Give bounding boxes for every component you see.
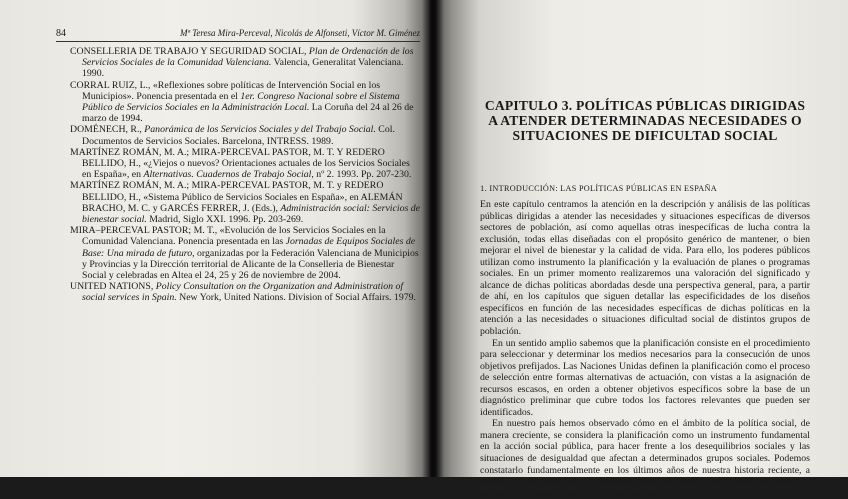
reference-entry [70,80,420,125]
reference-text: nº 2. 1993. Pp. 207-230. [313,169,412,181]
reference-text: UNITED NATIONS, [70,281,156,293]
reference-text: Madrid, Siglo XXI. 1996. Pp. 203-269. [146,214,304,226]
reference-entry [70,281,420,303]
chapter-title-line: A ATENDER DETERMINADAS NECESIDADES O [488,113,802,128]
reference-title: Plan de Ordenación de los Servicios Sociales de la Comunidad Valenciana. [82,46,414,69]
running-head [56,28,420,42]
reference-text: MIRA–PERCEVAL PASTOR; M. T., «Evolución de los Servicios Sociales en la Comunidad Valenciana. Ponencia presentada en las [70,225,386,248]
book-gutter-shadow [422,0,444,477]
left-page [0,0,430,477]
reference-text: CONSELLERIA DE TRABAJO Y SEGURIDAD SOCIAL, [70,46,309,57]
reference-entry [70,46,420,80]
reference-text: Col. Documentos de Servicios Sociales. Barcelona, INTRESS. 1989. [82,124,395,147]
reference-title: Panorámica de los Servicios Sociales y del Trabajo Social. [144,124,376,136]
reference-text: Valencia, Generalitat Valenciana. 1990. [82,57,404,80]
section-heading [480,183,810,193]
reference-title: 1er. Congreso Nacional sobre el Sistema Público de Servicios Sociales en la Administración Local. [82,90,400,114]
reference-title: Administración social: Servicios de bienestar social. [82,202,421,226]
section-number: 1. [480,183,488,193]
reference-text: organizadas por la Federación Valenciana de Municipios y Provincias y la Dirección territorial de Alicante de la Conselleria de Bienestar Social y celebradas en Altea el 24, 25 y 26 de noviembre de 2004. [82,247,419,282]
running-head-authors: Mª Teresa Mira-Perceval, Nicolás de Alfonseti, Víctor M. Giménez [179,28,420,38]
reference-title: Policy Consultation on the Organization and Administration of social services in Spain. [82,281,404,304]
reference-title: Jornadas de Equipos Sociales de Base: Una mirada de futuro, [82,236,416,259]
bibliography-list [70,46,420,304]
reference-text: CORRAL RUIZ, L., «Reflexiones sobre políticas de Intervención Social en los Municipios». Ponencia presentada en el [70,79,381,102]
body-paragraph: En nuestro país hemos observado cómo en el ámbito de la política social, de manera creciente, se considera la planificación como un instrumento fundamental en la acción social pública, para hacer frente a los desequilibrios sociales y las situaciones de desigualdad que afectan a determinados grupos sociales. Podemos constatarlo fundamentalmente en los últimos años de nuestra historia reciente, a medida que se avanza en el contenido social del Estado, por el diseño de planes de actuación referidos a los distintos sectores de [480,418,810,499]
reference-entry [70,180,420,225]
reference-title: Alternativas. Cuadernos de Trabajo Social, [143,169,314,181]
chapter-title [480,98,810,143]
body-paragraph: En este capítulo centramos la atención en la descripción y análisis de las políticas públicas dirigidas a atender las necesidades y situaciones específicas de diversos sectores de población, así como aquellas otras inespecíficas de lucha contra la exclusión, todas ellas diseñadas con el propósito genérico de mantener, o bien mejorar el nivel de bienestar y la calidad de vida. Para ello, los poderes públicos utilizan como instrumento la planificación y la evaluación de planes o programas sociales. En un primer momento realizaremos una valoración del significado y alcance de dichas políticas abordadas desde una perspectiva general, para, a partir de ahí, en los capítulos que siguen detallar las especificidades de los diseños específicos en función de las necesidades específicas de dichas políticas en la atención a las necesidades o situaciones dificultad social de distintos grupos de población. [480,199,810,338]
chapter-title-line: CAPITULO 3. POLÍTICAS PÚBLICAS DIRIGIDAS [484,98,806,113]
reference-entry [70,124,420,146]
reference-text: MARTÍNEZ ROMÁN, M. A.; MIRA-PERCEVAL PASTOR, M. T. y REDERO BELLIDO, H., «Sistema Público de Servicios Sociales en España», en ALEMÁN BRACHO, M. C. y GARCÉS FERRER, J. (Eds.), [70,180,403,214]
reference-text: MARTÍNEZ ROMÁN, M. A.; MIRA-PERCEVAL PASTOR, M. T. Y REDERO BELLIDO, H., «¿Viejos o nuevos? Orientaciones actuales de los Servicios Sociales en España», en [70,146,410,181]
reference-text: New York, United Nations. Division of Social Affairs. 1979. [176,292,416,304]
reference-text: La Coruña del 24 al 26 de marzo de 1994. [82,102,414,125]
section-title: INTRODUCCIÓN: LAS POLÍTICAS PÚBLICAS EN ESPAÑA [489,184,717,193]
right-page [430,0,848,499]
reference-text: DOMÉNECH, R., [70,124,145,136]
reference-entry [70,147,420,181]
page-number: 84 [56,28,66,39]
body-paragraph: En un sentido amplio sabemos que la planificación consiste en el procedimiento para seleccionar y determinar los medios necesarios para la consecución de unos objetivos prefijados. Las Naciones Unidas definen la planificación como el proceso de selección entre formas alternativas de actuación, con vistas a la asignación de recursos escasos, en orden a obtener objetivos específicos sobre la base de un diagnóstico preliminar que cubre todos los factores relevantes que pueden ser identificados. [480,337,810,418]
chapter-title-line: SITUACIONES DE DIFICULTAD SOCIAL [512,128,778,143]
reference-entry [70,225,420,281]
